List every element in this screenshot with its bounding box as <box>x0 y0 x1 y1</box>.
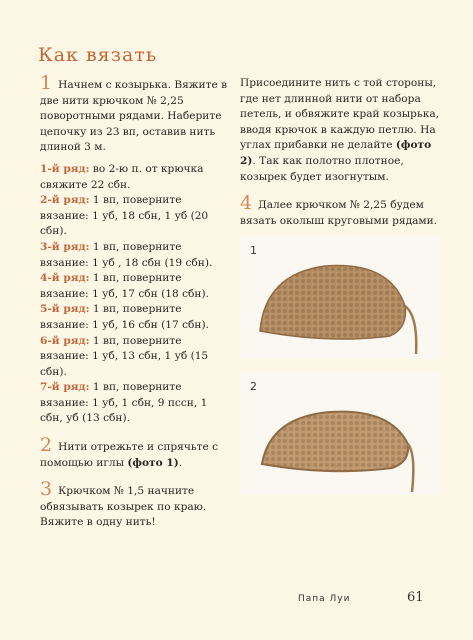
row-text: 1 вп, поверните вязание: 1 уб, 17 сбн (18 сбн). <box>40 272 209 300</box>
step-4-number: 4 <box>240 192 253 215</box>
right-column <box>240 76 440 229</box>
page-number: 61 <box>407 590 424 605</box>
row-text: 1 вп, поверните вязание: 1 уб, 16 сбн (17 сбн). <box>40 303 209 331</box>
row-label: 7-й ряд: <box>40 381 90 394</box>
row-text: 1 вп, поверните вязание: 1 уб , 18 сбн (19 сбн). <box>40 240 213 269</box>
row-6 <box>40 334 230 381</box>
step-3-text: Крючком № 1,5 начните обвязывать козырек по краю. Вяжите в одну нить! <box>40 485 207 529</box>
row-label: 6-й ряд: <box>40 334 90 347</box>
step-3 <box>40 478 230 531</box>
step-2-end: . <box>178 456 183 469</box>
paragraph-continuation <box>240 76 440 185</box>
row-text: 1 вп, поверните вязание: 1 уб, 18 сбн, 1 уб (20 сбн). <box>40 194 209 238</box>
step-4 <box>240 192 440 229</box>
step-2-text: Нити отрежьте и спрячьте с помощью иглы <box>40 441 219 469</box>
row-label: 5-й ряд: <box>40 303 90 316</box>
crochet-visor-image <box>240 236 440 359</box>
row-label: 3-й ряд: <box>40 240 90 253</box>
photo-ref: (фото 1) <box>127 456 179 469</box>
row-text: 1 вп, поверните вязание: 1 уб, 1 сбн, 9 пссн, 1 сбн, уб (13 сбн). <box>40 381 208 425</box>
step-2-number: 2 <box>40 434 53 457</box>
crochet-visor-edged-image <box>240 372 440 495</box>
photo-number: 1 <box>250 244 257 257</box>
row-label: 1-й ряд: <box>40 162 90 175</box>
photo-1 <box>240 236 440 359</box>
step-1-number: 1 <box>40 72 53 94</box>
row-1 <box>40 162 230 193</box>
photo-number: 2 <box>250 380 257 393</box>
step-3-number: 3 <box>40 478 53 501</box>
paragraph-end: . Так как полотно плотное, козырек будет изогнутым. <box>240 154 404 183</box>
photo-ref: (фото 2) <box>240 139 432 167</box>
left-column <box>40 72 230 531</box>
step-2 <box>40 434 230 471</box>
step-1-text: Начнем с козырька. Вяжите в две нити крючком № 2,25 поворотными рядами. Наберите цепочку из 23 вп, оставив нить длиной 3 м. <box>40 79 228 154</box>
row-7 <box>40 380 230 427</box>
step-4-text: Далее крючком № 2,25 будем вязать околыш круговыми рядами. <box>240 199 438 227</box>
book-title: Папа Луи <box>298 594 351 604</box>
photo-2 <box>240 372 440 495</box>
row-text: во 2-ю п. от крючка свяжите 22 сбн. <box>40 162 204 191</box>
row-4 <box>40 271 230 302</box>
step-1 <box>40 72 230 156</box>
row-label: 4-й ряд: <box>40 272 90 285</box>
page-title: Как вязать <box>38 44 158 66</box>
row-text: 1 вп, поверните вязание: 1 уб, 13 сбн, 1 уб (15 сбн). <box>40 334 209 378</box>
row-2 <box>40 193 230 240</box>
row-5 <box>40 302 230 333</box>
paragraph-text: Присоедините нить с той стороны, где нет длинной нити от набора петель, и обвяжите край козырька, вводя крючок в каждую петлю. На углах прибавки не делайте <box>240 77 440 152</box>
row-label: 2-й ряд: <box>40 194 90 207</box>
row-3 <box>40 240 230 271</box>
